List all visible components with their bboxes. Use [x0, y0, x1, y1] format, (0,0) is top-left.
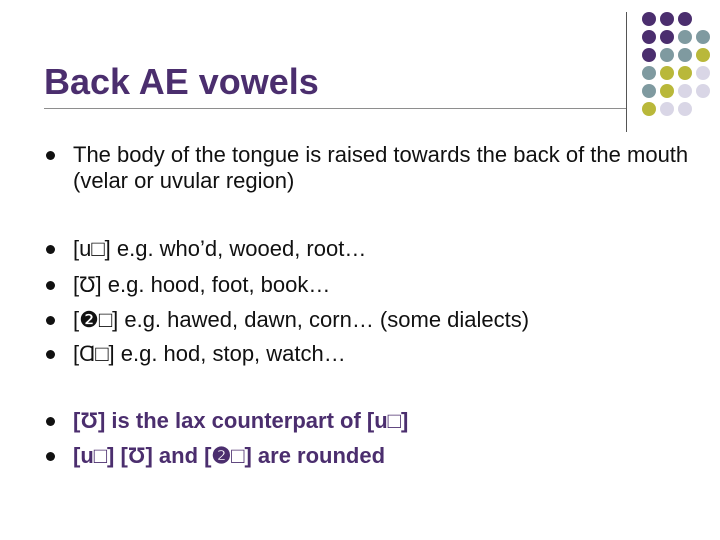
bullet-icon: [46, 417, 55, 426]
decor-dot: [642, 66, 656, 80]
decor-dot: [696, 84, 710, 98]
decor-dot: [678, 30, 692, 44]
decor-dot: [678, 12, 692, 26]
bullet-icon: [46, 452, 55, 461]
decor-dot: [642, 84, 656, 98]
bullet-item: [46, 307, 700, 333]
decor-dot: [642, 48, 656, 62]
decor-dot: [678, 48, 692, 62]
decor-dot: [660, 48, 674, 62]
decor-dot: [696, 30, 710, 44]
decor-dot: [660, 12, 674, 26]
bullet-text: [u□] e.g. who’d, wooed, root…: [73, 236, 367, 261]
bullet-icon: [46, 245, 55, 254]
decorative-divider: [626, 12, 627, 132]
bullet-text: [❷□] e.g. hawed, dawn, corn… (some dialects): [73, 307, 530, 332]
bullet-item: [46, 142, 700, 194]
decorative-dot-grid: [640, 12, 720, 122]
title-underline: [44, 108, 626, 109]
decor-dot: [642, 12, 656, 26]
bullet-icon: [46, 316, 55, 325]
decor-dot: [678, 102, 692, 116]
decor-dot: [696, 48, 710, 62]
bullet-icon: [46, 151, 55, 160]
bullet-text: [Ɑ□] e.g. hod, stop, watch…: [73, 341, 346, 366]
bullet-text: The body of the tongue is raised towards the back of the mouth (velar or uvular region): [73, 142, 689, 193]
decor-dot: [642, 102, 656, 116]
decor-dot: [660, 84, 674, 98]
bullet-item: [46, 341, 700, 367]
bullet-item: [46, 408, 700, 434]
decor-dot: [660, 102, 674, 116]
bullet-item: [46, 272, 700, 298]
slide-title: Back AE vowels: [44, 61, 319, 102]
decor-dot: [642, 30, 656, 44]
decor-dot: [660, 66, 674, 80]
bullet-item: [46, 443, 700, 469]
bullet-text: [Ʊ] e.g. hood, foot, book…: [73, 272, 331, 297]
decor-dot: [678, 84, 692, 98]
bullet-icon: [46, 350, 55, 359]
bullet-item: [46, 236, 700, 262]
bullet-text: [Ʊ] is the lax counterpart of [u□]: [73, 408, 409, 433]
decor-dot: [678, 66, 692, 80]
decor-dot: [696, 66, 710, 80]
bullet-icon: [46, 281, 55, 290]
decor-dot: [660, 30, 674, 44]
bullet-text: [u□] [Ʊ] and [❷□] are rounded: [73, 443, 386, 468]
